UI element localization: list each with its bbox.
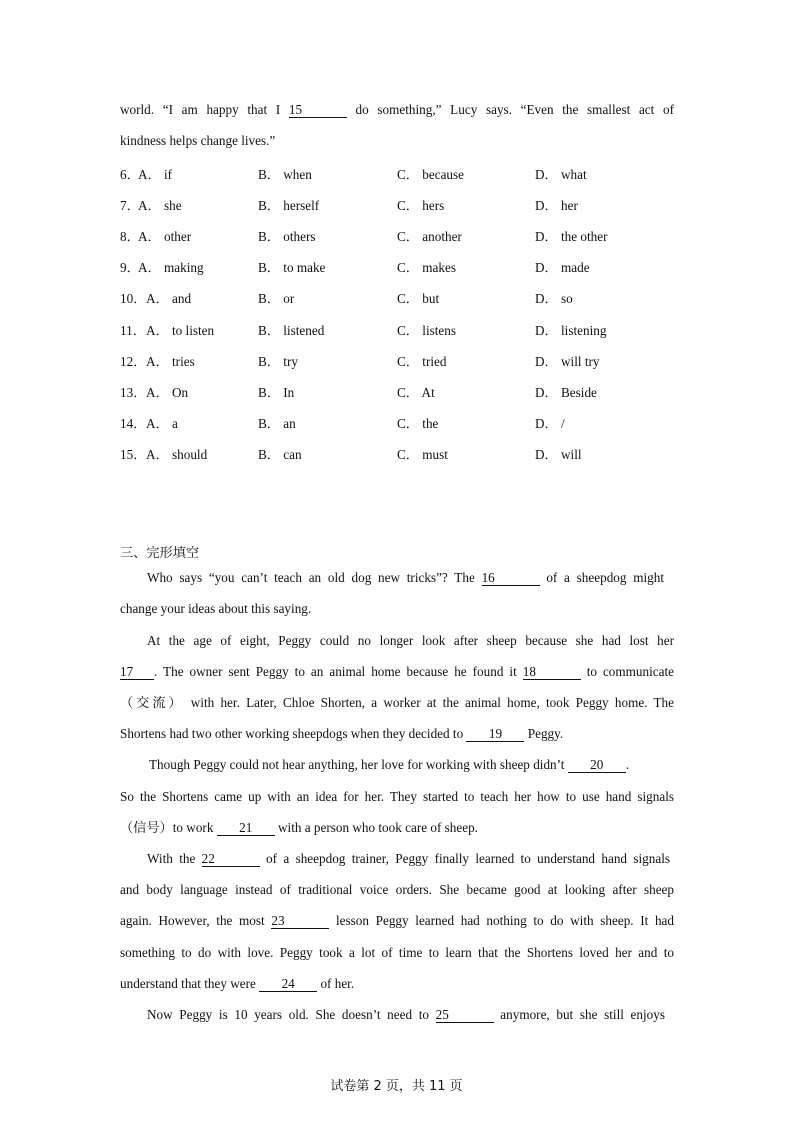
cloze-line: change your ideas about this saying. (120, 601, 312, 616)
option-c: C． hers (397, 198, 445, 214)
cloze-line (149, 756, 674, 774)
question-number: 8． (120, 229, 140, 245)
page-footer: 试卷第 2 页，共 11 页 (330, 1079, 463, 1094)
question-number: 14． (120, 415, 147, 431)
option-b: B． to make (258, 260, 326, 276)
cloze-line (147, 850, 670, 868)
option-b: B． try (258, 353, 298, 369)
cloze-line: （交流） with her. Later, Chloe Shorten, a worker at the animal home, took Peggy home. The (120, 695, 674, 710)
option-a: A． On (146, 384, 189, 400)
cloze-text: . (625, 757, 630, 772)
blank-21: 21 (217, 821, 275, 836)
question-number: 6． (120, 167, 140, 182)
blank-17: 17 (120, 665, 154, 680)
cloze-text: to communicate (580, 664, 674, 679)
question-number: 11． (120, 322, 146, 338)
cloze-text: Though Peggy could not hear anything, her love for working with sheep didn’t (149, 757, 568, 772)
section-heading: 三、完形填空 (120, 546, 200, 561)
option-c: C． tried (397, 353, 447, 369)
blank-18: 18 (523, 665, 581, 680)
option-d: D． her (535, 198, 578, 214)
blank-20: 20 (568, 758, 626, 773)
option-c: C． the (397, 415, 439, 431)
cloze-line: something to do with love. Peggy took a lot of time to learn that the Shortens loved her and to (120, 945, 674, 960)
option-a: A． a (146, 415, 178, 431)
question-number: 15． (120, 446, 147, 462)
cloze-text: Shortens had two other working sheepdogs when they decided to (120, 726, 467, 741)
question-number: 10． (120, 291, 147, 307)
option-d: D． listening (535, 322, 607, 338)
cloze-line (120, 975, 674, 993)
option-a: A． if (138, 167, 173, 182)
cloze-line (120, 663, 674, 681)
passage-text: do something,” Lucy says. “Even the smallest act of (346, 102, 674, 117)
option-b: B． or (258, 291, 295, 307)
option-d: D． Beside (535, 384, 597, 400)
cloze-line (120, 725, 674, 743)
blank-15: 15 (289, 103, 347, 118)
question-number: 13． (120, 384, 147, 400)
option-a: A． and (146, 291, 192, 307)
option-c: C． but (397, 291, 440, 307)
blank-19: 19 (466, 727, 524, 742)
option-row (120, 164, 680, 182)
cloze-line: At the age of eight, Peggy could no longer look after sheep because she had lost her (147, 633, 674, 648)
cloze-text: of her. (317, 976, 355, 991)
cloze-line (147, 569, 664, 587)
option-c: C． because (397, 167, 465, 182)
option-a: A． other (138, 229, 192, 245)
option-a: A． she (138, 198, 182, 214)
cloze-text: . The owner sent Peggy to an animal home because he found it (154, 664, 523, 679)
option-row (120, 444, 680, 462)
blank-25: 25 (436, 1008, 494, 1023)
option-b: B． listened (258, 322, 325, 338)
option-row (120, 195, 680, 213)
option-b: B． an (258, 415, 296, 431)
cloze-line: and body language instead of traditional voice orders. She became good at looking after sheep (120, 882, 674, 897)
question-number: 7． (120, 198, 140, 214)
cloze-text: （信号）to work (120, 820, 217, 835)
option-a: A． tries (146, 353, 195, 369)
option-c: C． another (397, 229, 462, 245)
option-c: C． makes (397, 260, 456, 276)
option-b: B． others (258, 229, 316, 245)
blank-23: 23 (271, 914, 329, 929)
option-c: C． must (397, 446, 448, 462)
cloze-text: Now Peggy is 10 years old. She doesn’t need to (147, 1007, 436, 1022)
option-b: B． In (258, 384, 295, 400)
blank-16: 16 (482, 571, 540, 586)
cloze-text: With the (147, 851, 202, 866)
cloze-text: of a sheepdog trainer, Peggy finally learned to understand hand signals (259, 851, 670, 866)
cloze-text: Peggy. (524, 726, 564, 741)
option-a: A． should (146, 446, 208, 462)
option-row (120, 320, 680, 338)
option-row (120, 351, 680, 369)
option-a: A． making (138, 260, 204, 276)
passage-line: kindness helps change lives.” (120, 133, 276, 148)
cloze-text: Who says “you can’t teach an old dog new tricks”? The (147, 570, 482, 585)
option-row (120, 382, 680, 400)
cloze-text: anymore, but she still enjoys (493, 1007, 665, 1022)
passage-text: world. “I am happy that I (120, 102, 289, 117)
question-number: 12． (120, 353, 147, 369)
option-b: B． when (258, 167, 312, 182)
cloze-line: So the Shortens came up with an idea for her. They started to teach her how to use hand signals (120, 789, 674, 804)
option-d: D． what (535, 167, 587, 182)
cloze-text: with a person who took care of sheep. (274, 820, 478, 835)
cloze-line (120, 819, 674, 837)
question-number: 9． (120, 260, 140, 276)
option-row (120, 413, 680, 431)
option-d: D． will try (535, 353, 600, 369)
option-b: B． herself (258, 198, 320, 214)
option-row (120, 288, 680, 306)
blank-24: 24 (259, 977, 317, 992)
cloze-text: of a sheepdog might (539, 570, 665, 585)
option-c: C． At (397, 384, 435, 400)
option-d: D． made (535, 260, 590, 276)
option-a: A． to listen (146, 322, 215, 338)
cloze-text: understand that they were (120, 976, 260, 991)
option-row (120, 226, 680, 244)
blank-22: 22 (202, 852, 260, 867)
option-c: C． listens (397, 322, 456, 338)
cloze-line (120, 912, 674, 930)
option-d: D． so (535, 291, 573, 307)
cloze-line (147, 1006, 665, 1024)
option-b: B． can (258, 446, 302, 462)
cloze-text: again. However, the most (120, 913, 272, 928)
option-d: D． will (535, 446, 582, 462)
cloze-text: lesson Peggy learned had nothing to do with sheep. It had (329, 913, 674, 928)
passage-line (120, 101, 674, 119)
option-d: D． / (535, 415, 565, 431)
option-row (120, 257, 680, 275)
option-d: D． the other (535, 229, 608, 245)
